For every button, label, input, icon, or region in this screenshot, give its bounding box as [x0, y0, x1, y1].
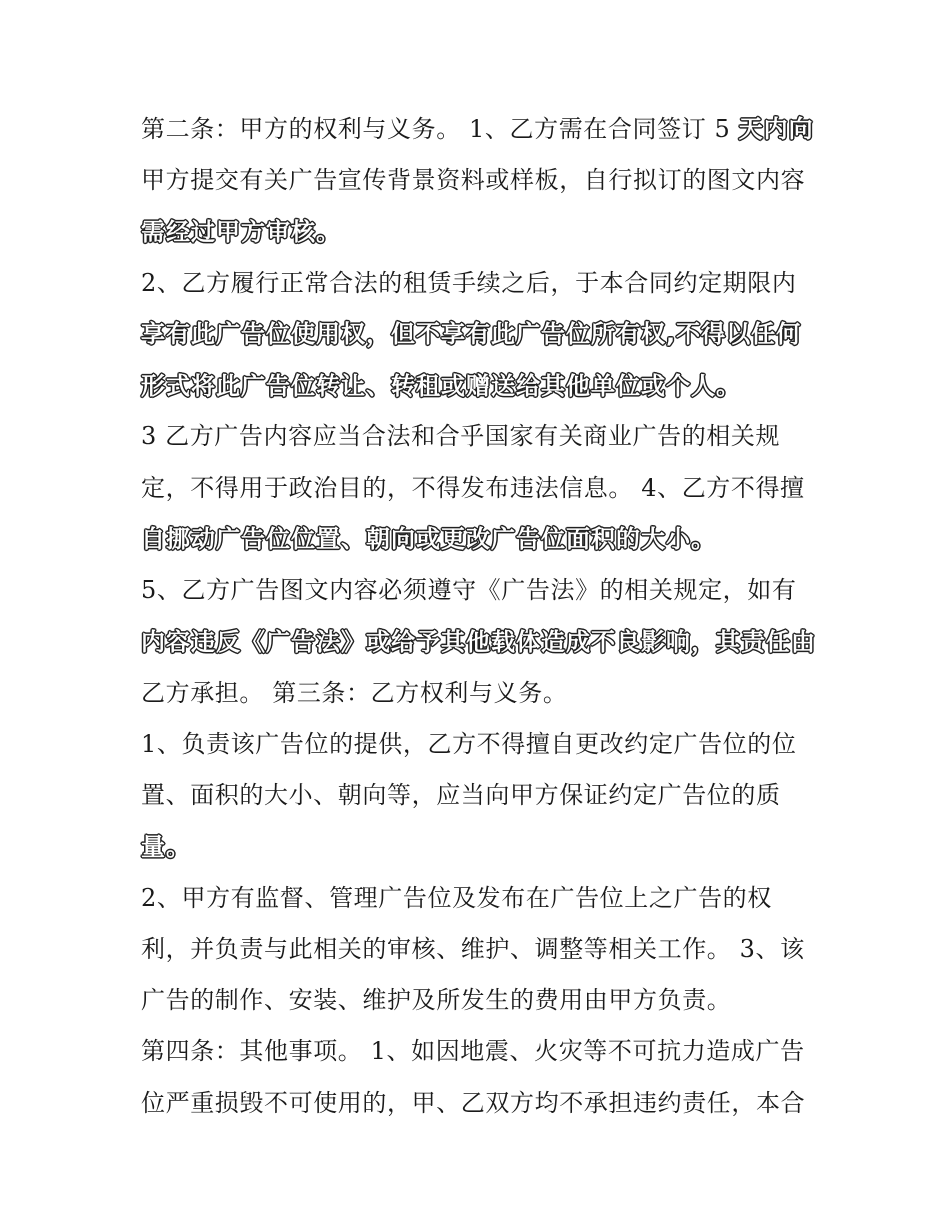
- text-segment: 第四条：其他事项。 1、如因地震、火灾等不可抗力造成广告: [141, 1037, 805, 1065]
- text-segment: 5、乙方广告图文内容必须遵守《广告法》的相关规定，如有: [141, 576, 797, 604]
- text-segment: 广告的制作、安装、维护及所发生的费用由甲方负责。: [141, 986, 732, 1014]
- text-line: [141, 420, 780, 452]
- text-segment: 位严重损毁不可使用的，甲、乙双方均不承担违约责任，本合: [141, 1089, 806, 1117]
- text-line: [141, 472, 805, 504]
- text-line: [141, 933, 805, 965]
- text-segment: 3 乙方广告内容应当合法和合乎国家有关商业广告的相关规: [141, 422, 781, 450]
- text-segment: 利，并负责与此相关的审核、维护、调整等相关工作。 3、该: [141, 935, 805, 963]
- text-segment-outlined: 内容违反《广告法》或给予其他载体造成不良影响，其责任由: [141, 628, 816, 656]
- text-line: [141, 677, 567, 709]
- text-segment-outlined: 需经过甲方审核。: [141, 218, 341, 246]
- text-line: [141, 318, 801, 350]
- text-segment: 2、甲方有监督、管理广告位及发布在广告位上之广告的权: [141, 884, 772, 912]
- text-segment: 1、负责该广告位的提供，乙方不得擅自更改约定广告位的位: [141, 730, 797, 758]
- text-line: [141, 728, 796, 760]
- text-line: [141, 831, 191, 863]
- text-segment-outlined: 量。: [141, 833, 191, 861]
- text-line: [141, 523, 716, 555]
- text-segment-outlined: 形式将此广告位转让、转租或赠送给其他单位或个人。: [141, 372, 741, 400]
- text-segment-outlined: 享有此广告位使用权，但不享有此广告位所有权,不得以任何: [141, 320, 802, 348]
- text-line: [141, 1035, 805, 1067]
- text-segment-outlined: 天内向: [738, 115, 814, 143]
- text-segment-outlined: 自挪动广告位位置、朝向或更改广告位面积的大小。: [141, 525, 716, 553]
- text-segment: 2、乙方履行正常合法的租赁手续之后，于本合同约定期限内: [141, 269, 797, 297]
- text-line: [141, 574, 796, 606]
- text-segment: 乙方承担。 第三条：乙方权利与义务。: [141, 679, 568, 707]
- text-segment: 甲方提交有关广告宣传背景资料或样板，自行拟订的图文内容: [141, 166, 806, 194]
- text-line: [141, 779, 781, 811]
- text-line: [141, 113, 814, 145]
- text-line: [141, 216, 341, 248]
- text-line: [141, 164, 805, 196]
- text-line: [141, 882, 772, 914]
- text-line: [141, 370, 741, 402]
- text-line: [141, 984, 731, 1016]
- text-line: [141, 626, 816, 658]
- text-line: [141, 267, 796, 299]
- text-segment: 第二条：甲方的权利与义务。 1、乙方需在合同签订 5: [141, 115, 739, 143]
- text-segment: 置、面积的大小、朝向等，应当向甲方保证约定广告位的质: [141, 781, 781, 809]
- text-line: [141, 1087, 805, 1119]
- text-segment: 定，不得用于政治目的，不得发布违法信息。 4、乙方不得擅: [141, 474, 805, 502]
